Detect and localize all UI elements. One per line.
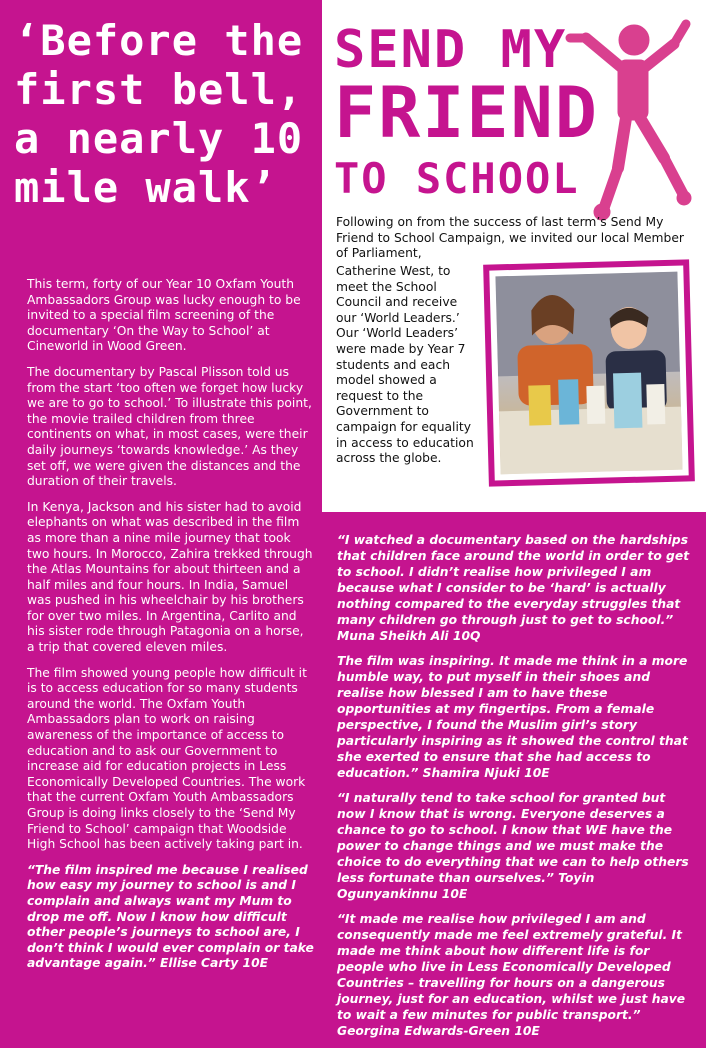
stick-figure-icon	[556, 8, 706, 228]
paragraph: This term, forty of our Year 10 Oxfam Youth Ambassadors Group was lucky enough to be invited to a special film screening of the documentary ‘On the Way to School’ at Cineworld in Wood Green.	[27, 277, 301, 354]
student-quote: “I naturally tend to take school for granted but now I know that is wrong. Everyone deserves a chance to go to school. I know that WE have the power to change things and we must make the choice to do everything that we can to help others less fortunate than ourselves.” Toyin Ogunyankinnu 10E	[337, 791, 689, 901]
student-quote: The film was inspiring. It made me think in a more humble way, to put myself in their shoes and realise how blessed I am to have these opportunities at my fingertips. From a female perspective, I found the Muslim girl’s story particularly inspiring as it showed the control that she exerted to ensure that she had access to education.” Shamira Njuki 10E	[337, 654, 688, 780]
student-quote: “I watched a documentary based on the hardships that children face around the world in order to get to school. I didn’t realise how privileged I am because what I consider to be ‘hard’ is actually nothing compared to the everyday struggles that many children go through just to get to school.” Muna Sheikh Ali 10Q	[337, 533, 690, 643]
paragraph: In Kenya, Jackson and his sister had to avoid elephants on what was described in the film as more than a nine mile journey that took two hours. In Morocco, Zahira trekked through the Atlas Mountains for about thirteen and a half miles and four hours. In India, Samuel was pushed in his wheelchair by his brothers for over two miles. In Argentina, Carlito and his sister rode through Patagonia on a horse, a trip that covered eleven miles.	[27, 499, 313, 655]
intro-text-narrow: Catherine West, to meet the School Council and receive our ‘World Leaders.’ Our ‘World Leaders’ were made by Year 7 students and each model showed a request to the Government to campaign for equality in access to education across the globe.	[336, 264, 474, 466]
student-quotes	[337, 532, 690, 1048]
left-article-body	[27, 277, 314, 982]
headline-line: mile walk’	[14, 163, 277, 212]
campaign-title-line2: FRIEND	[334, 72, 599, 154]
intro-text: Following on from the success of last term’s Send My Friend to School Campaign, we invited our local Member of Parliament,	[336, 215, 684, 261]
headline-line: first bell,	[14, 65, 304, 114]
headline-line: a nearly 10	[14, 114, 304, 163]
student-quote: “The film inspired me because I realised how easy my journey to school is and I complain and always want my Mum to drop me off. Now I know how difficult other people’s journeys to school are, I don’t think I would ever complain or take advantage again.” Ellise Carty 10E	[27, 862, 314, 971]
campaign-title-line1: SEND MY	[334, 20, 568, 80]
student-quote: “It made me realise how privileged I am and consequently made me feel extremely grateful. It made me think about how different life is for people who live in Less Economically Developed Countries – travelling for hours on a dangerous journey, just for an education, whilst we just have to wait a few minutes for public transport.” Georgina Edwards-Green 10E	[337, 912, 686, 1038]
paragraph: The documentary by Pascal Plisson told us from the start ‘too often we forget how lucky we are to go to school.’ To illustrate this point, the movie trailed children from three continents on what, in most cases, were their daily journeys ‘towards knowledge.’ As they set off, we were given the distances and the duration of their travels.	[27, 364, 312, 489]
classroom-photo	[483, 259, 695, 486]
article-headline	[14, 16, 314, 212]
paragraph: The film showed young people how difficult it is to access education for so many students around the world. The Oxfam Youth Ambassadors plan to work on raising awareness of the importance of access to education and to ask our Government to increase aid for education projects in Less Economically Developed Countries. The work that the current Oxfam Youth Ambassadors Group is doing links closely to the ‘Send My Friend to School’ campaign that Woodside High School has been actively taking part in.	[27, 665, 307, 852]
photo-image	[495, 272, 682, 475]
campaign-title-line3: TO SCHOOL	[334, 154, 580, 203]
headline-line: ‘Before the	[14, 16, 304, 65]
